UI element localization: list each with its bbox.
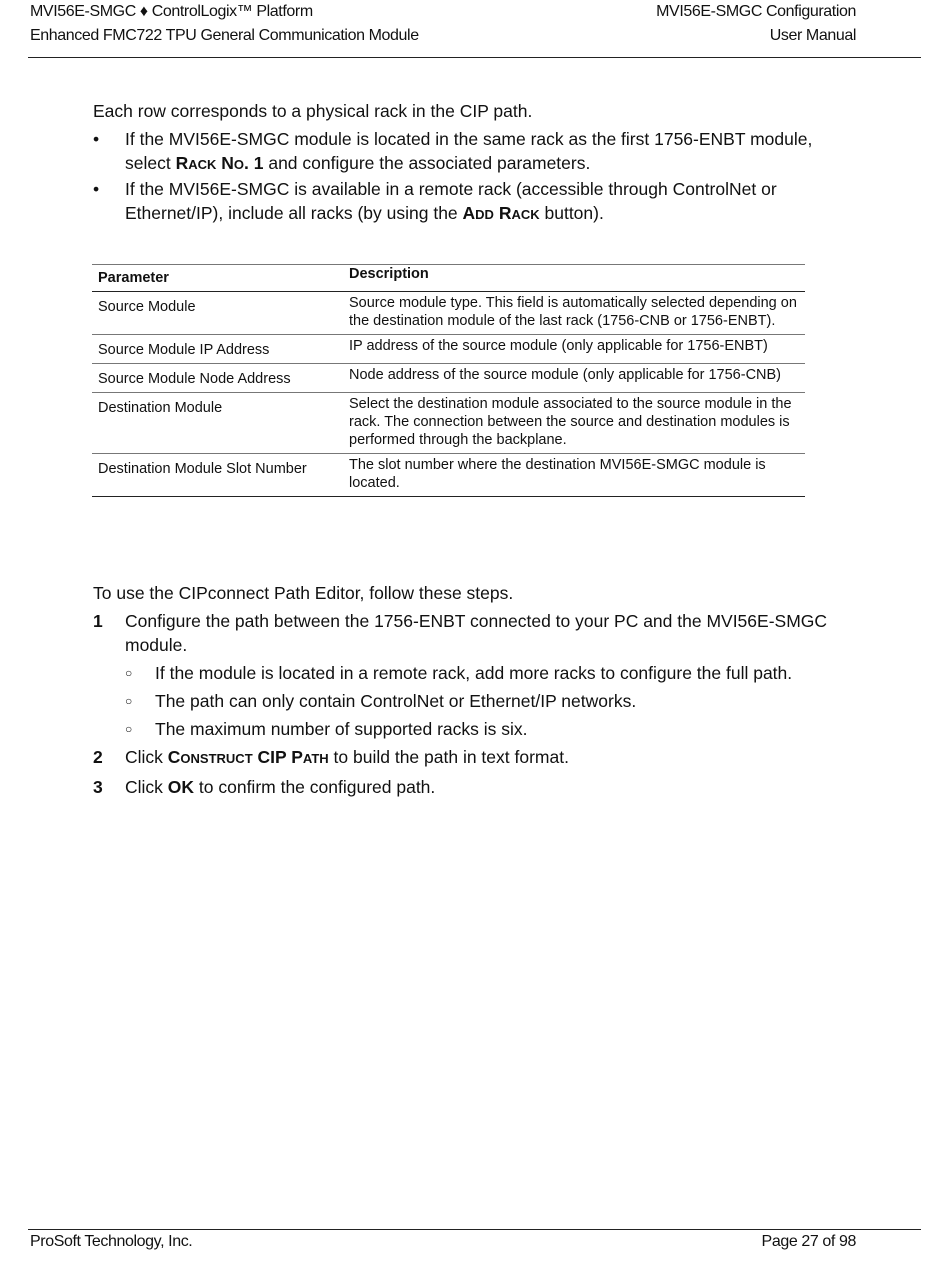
parameter-cell: Source Module IP Address bbox=[98, 342, 270, 358]
footer-rule bbox=[28, 1229, 921, 1230]
header-product: MVI56E-SMGC ♦ ControlLogix™ Platform bbox=[30, 3, 313, 20]
sub-step-text: The path can only contain ControlNet or Ethernet/IP networks. bbox=[155, 691, 637, 711]
column-header-parameter: Parameter bbox=[98, 270, 169, 286]
construct-cip-path-label: CONSTRUCT CIP PATH bbox=[167, 747, 329, 767]
header-section: MVI56E-SMGC Configuration bbox=[656, 3, 856, 20]
header-rule bbox=[28, 57, 921, 58]
page-footer bbox=[30, 1233, 856, 1251]
sub-step-text: If the module is located in a remote rack, add more racks to configure the full path. bbox=[155, 663, 793, 683]
add-rack-label: ADD RACK bbox=[462, 203, 540, 223]
parameter-cell: Destination Module bbox=[98, 400, 223, 416]
description-cell: The slot number where the destination MVI56E-SMGC module is located. bbox=[349, 457, 766, 491]
bullet-item: • If the MVI56E-SMGC module is located in the same rack as the first 1756-ENBT module, select RACK NO. 1 and configure the associated parameters. bbox=[93, 127, 853, 177]
steps-section bbox=[93, 581, 853, 799]
intro-text: Each row corresponds to a physical rack in the CIP path. bbox=[93, 101, 533, 121]
table-row bbox=[92, 292, 805, 335]
table-row bbox=[92, 454, 805, 497]
sub-step-text: The maximum number of supported racks is six. bbox=[155, 719, 528, 739]
step-item: 2 Click CONSTRUCT CIP PATH to build the path in text format. bbox=[93, 745, 853, 771]
table-row bbox=[92, 335, 805, 364]
parameter-cell: Destination Module Slot Number bbox=[98, 461, 307, 477]
table-header-row bbox=[92, 265, 805, 292]
description-cell: IP address of the source module (only applicable for 1756-ENBT) bbox=[349, 338, 768, 354]
parameter-cell: Source Module Node Address bbox=[98, 371, 291, 387]
page-header bbox=[30, 0, 856, 48]
circle-bullet-icon: ○ bbox=[125, 694, 133, 708]
steps-intro: To use the CIPconnect Path Editor, follow these steps. bbox=[93, 583, 514, 603]
column-header-description: Description bbox=[349, 266, 429, 282]
description-cell: Node address of the source module (only applicable for 1756-CNB) bbox=[349, 367, 782, 383]
circle-bullet-icon: ○ bbox=[125, 722, 133, 736]
step-number: 1 bbox=[93, 611, 103, 631]
bullet-item: • If the MVI56E-SMGC is available in a remote rack (accessible through ControlNet or Ethernet/IP), include all racks (by using the ADD RACK button). bbox=[93, 177, 853, 227]
bullet-icon: • bbox=[93, 129, 100, 149]
bullet-icon: • bbox=[93, 179, 100, 199]
header-manual: User Manual bbox=[769, 27, 856, 44]
parameter-cell: Source Module bbox=[98, 299, 196, 315]
footer-company: ProSoft Technology, Inc. bbox=[30, 1233, 193, 1250]
table-row bbox=[92, 393, 805, 454]
circle-bullet-icon: ○ bbox=[125, 666, 133, 680]
sub-step bbox=[93, 689, 853, 713]
sub-step bbox=[93, 661, 853, 685]
parameter-table bbox=[92, 264, 805, 497]
step-number: 2 bbox=[93, 747, 103, 767]
step-text: Configure the path between the 1756-ENBT connected to your PC and the MVI56E-SMGC module. bbox=[125, 611, 828, 655]
step-item bbox=[93, 609, 853, 657]
description-cell: Select the destination module associated to the source module in the rack. The connection between the source and destination modules is performed through the backplane. bbox=[349, 396, 792, 448]
description-cell: Source module type. This field is automatically selected depending on the destination module of the last rack (1756-CNB or 1756-ENBT). bbox=[349, 295, 797, 329]
step-number: 3 bbox=[93, 777, 103, 797]
intro-section bbox=[93, 99, 853, 227]
step-item: 3 Click OK to confirm the configured path. bbox=[93, 777, 436, 797]
sub-step bbox=[93, 717, 853, 741]
header-module: Enhanced FMC722 TPU General Communication Module bbox=[30, 27, 419, 44]
page-number: Page 27 of 98 bbox=[761, 1233, 856, 1250]
table-row bbox=[92, 364, 805, 393]
ok-label: OK bbox=[167, 777, 195, 797]
rack-no-label: RACK NO. 1 bbox=[175, 153, 264, 173]
